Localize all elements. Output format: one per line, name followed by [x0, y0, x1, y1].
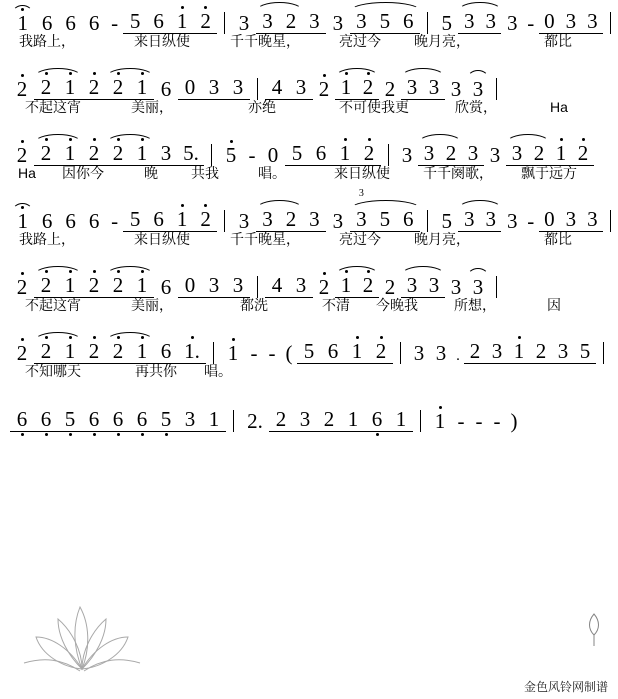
lyric-syllable: 因: [547, 297, 561, 313]
barline: [400, 342, 401, 364]
lyric-syllable: 不起这宵: [25, 297, 81, 313]
lyric-syllable: 共我: [191, 165, 219, 181]
lyric-syllable: 再共你: [135, 363, 177, 379]
system-6: [0, 330, 618, 388]
barline: [213, 342, 214, 364]
lyric-syllable: 美丽，: [131, 297, 173, 313]
ornament-icon: [584, 613, 604, 647]
lyric-syllable: 不可使我更: [339, 99, 409, 115]
lyric-syllable: 亮过今: [339, 231, 381, 247]
system-3-lyrics: [0, 166, 618, 190]
barline: [257, 276, 258, 298]
lyric-syllable: Ha: [18, 165, 36, 181]
barline: [211, 144, 212, 166]
lyric-syllable: 千千晚星，: [230, 231, 300, 247]
barline: [610, 12, 611, 34]
barline: [496, 78, 497, 100]
lyric-syllable: 都洗: [240, 297, 268, 313]
system-1-notes: 1 6 6 6 - 5 6 1 2 3 3 2 3 3 3 5 6 5 3 3 3 - 0 3 3: [0, 0, 618, 34]
system-4: [0, 188, 618, 256]
lyric-syllable: 来日纵使: [334, 165, 390, 181]
publisher-credit: 金色风铃网制谱: [523, 680, 608, 694]
lyric-syllable: 我路上，: [19, 33, 75, 49]
lyric-syllable: 不知哪天: [25, 363, 81, 379]
lyric-syllable: 欣赏，: [455, 99, 497, 115]
lyric-syllable: 亦绝: [248, 99, 276, 115]
barline: [224, 12, 225, 34]
system-2-notes: 2 2 1 2 2 1 6 0 3 3 4 3 2 1 2 2 3 3 3 3: [0, 66, 618, 100]
lyric-syllable: 晚月亮，: [414, 231, 470, 247]
system-3-notes: 2 2 1 2 2 1 3 5. 5 - 0 5 6 1 2 3 3 2 3 3 3 2 1 2: [0, 132, 618, 166]
lyric-syllable: 来日纵使: [134, 33, 190, 49]
lyric-syllable: 亮过今: [339, 33, 381, 49]
system-4-lyrics: [0, 232, 618, 256]
lyric-syllable: 千千晚星，: [230, 33, 300, 49]
lyric-syllable: 唱。: [258, 165, 286, 181]
system-7: [0, 396, 618, 432]
system-7-notes: 6 6 5 6 6 6 5 3 1 2. 2 3 2 1 6 1 1 - - - ): [0, 396, 618, 432]
system-2-lyrics: [0, 100, 618, 124]
system-4-notes: 1 6 6 6 - 5 6 1 2 3 3 2 3 3 3 3 5 6 5 3 3 3 - 0 3 3: [0, 198, 618, 232]
lyric-syllable: 不起这宵: [25, 99, 81, 115]
barline: [257, 78, 258, 100]
system-5-lyrics: [0, 298, 618, 322]
lyric-syllable: 晚: [144, 165, 158, 181]
barline: [496, 276, 497, 298]
system-6-notes: 2 2 1 2 2 1 6 1. 1 - - ( 5 6 1 2 3 3 . 2 3 1 2 3 5: [0, 330, 618, 364]
system-1: [0, 0, 618, 58]
lyric-syllable: 唱。: [204, 363, 232, 379]
barline: [420, 410, 421, 432]
lyric-syllable: 晚月亮，: [414, 33, 470, 49]
barline: [610, 210, 611, 232]
barline: [603, 342, 604, 364]
system-6-lyrics: [0, 364, 618, 388]
lyric-syllable: 美丽，: [131, 99, 173, 115]
lyric-syllable: 千千阕歌，: [423, 165, 493, 181]
lyric-syllable: 来日纵使: [134, 231, 190, 247]
system-5-notes: 2 2 1 2 2 1 6 0 3 3 4 3 2 1 2 2 3 3 3 3: [0, 264, 618, 298]
system-2: [0, 66, 618, 124]
lotus-decoration: [22, 597, 142, 677]
barline: [427, 210, 428, 232]
lyric-syllable: 因你今: [62, 165, 104, 181]
lyric-syllable: 不清: [322, 297, 350, 313]
lyric-syllable: 我路上，: [19, 231, 75, 247]
system-1-lyrics: [0, 34, 618, 58]
barline: [233, 410, 234, 432]
barline: [388, 144, 389, 166]
lyric-syllable: Ha: [550, 99, 568, 115]
system-5: [0, 264, 618, 322]
barline: [427, 12, 428, 34]
barline: [224, 210, 225, 232]
system-3: [0, 132, 618, 190]
lyric-syllable: 都比: [544, 231, 572, 247]
lyric-syllable: 都比: [544, 33, 572, 49]
lyric-syllable: 今晚我: [376, 297, 418, 313]
lyric-syllable: 飘于远方: [521, 165, 577, 181]
lyric-syllable: 所想，: [454, 297, 496, 313]
